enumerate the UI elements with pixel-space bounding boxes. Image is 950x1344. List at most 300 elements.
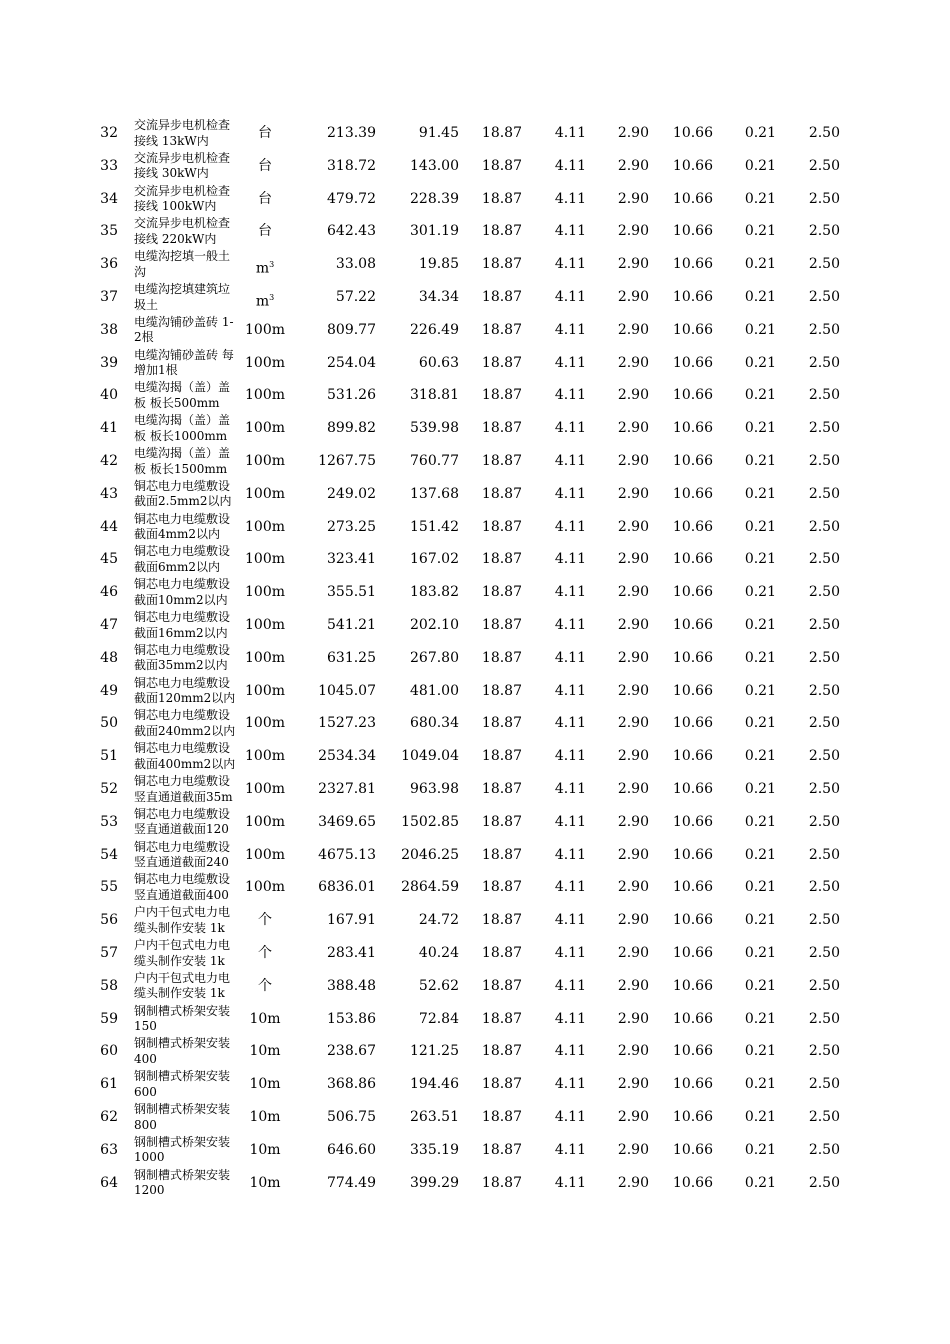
unit-text: 100m [245, 387, 285, 404]
value-cell: 4.11 [554, 682, 586, 699]
value-cell: 0.21 [744, 453, 776, 469]
value-cell: 0.21 [744, 649, 776, 666]
value-cell: 399.29 [410, 1174, 459, 1191]
item-name: 交流异步电机检查接线 100kW内 [134, 183, 231, 214]
row-number: 51 [100, 748, 118, 765]
value-cell: 4.11 [554, 1174, 586, 1191]
value-cell: 10.66 [672, 813, 713, 830]
value-cell: 18.87 [481, 289, 522, 305]
value-cell: 4.11 [554, 748, 586, 765]
value-cell: 10.66 [672, 977, 713, 994]
value-cell: 2.50 [808, 485, 840, 502]
value-cell: 18.87 [481, 1010, 522, 1027]
table-row [0, 1134, 950, 1167]
row-number: 35 [100, 223, 118, 240]
row-number: 42 [100, 453, 118, 469]
value-cell: 18.87 [481, 781, 522, 797]
value-cell: 213.39 [327, 125, 376, 141]
value-cell: 4.11 [554, 453, 586, 469]
table-row [0, 609, 950, 642]
value-cell: 10.66 [672, 912, 713, 929]
value-cell: 267.80 [410, 649, 459, 666]
row-number: 40 [100, 387, 118, 404]
value-cell: 2.50 [808, 289, 840, 305]
row-number: 34 [100, 190, 118, 207]
value-cell: 4.11 [554, 1010, 586, 1027]
unit-cell [243, 478, 287, 511]
value-cell: 0.21 [744, 715, 776, 732]
value-cell: 2.90 [617, 1109, 649, 1125]
value-cell: 2.90 [617, 387, 649, 404]
value-cell: 4.11 [554, 617, 586, 633]
value-cell: 72.84 [418, 1010, 459, 1027]
value-cell: 18.87 [481, 321, 522, 338]
value-cell: 18.87 [481, 584, 522, 601]
value-cell: 4.11 [554, 1109, 586, 1125]
value-cell: 33.08 [335, 256, 376, 273]
unit-cell [243, 511, 287, 544]
value-cell: 18.87 [481, 157, 522, 174]
table-row [0, 183, 950, 216]
table-row [0, 576, 950, 609]
value-cell: 2.90 [617, 1141, 649, 1158]
unit-text: 100m [245, 682, 285, 699]
value-cell: 2.50 [808, 879, 840, 896]
table-row [0, 478, 950, 511]
value-cell: 2.90 [617, 125, 649, 141]
value-cell: 4.11 [554, 879, 586, 896]
value-cell: 10.66 [672, 584, 713, 601]
unit-text: 10m [249, 1141, 281, 1158]
table-row [0, 1003, 950, 1036]
unit-superscript: 3 [269, 260, 275, 270]
item-name: 电缆沟挖填一般土沟 [134, 249, 231, 279]
value-cell: 18.87 [481, 1043, 522, 1060]
value-cell: 2.90 [617, 584, 649, 601]
value-cell: 2.50 [808, 977, 840, 994]
value-cell: 1045.07 [318, 682, 376, 699]
value-cell: 10.66 [672, 354, 713, 371]
unit-cell [243, 1134, 287, 1167]
value-cell: 4.11 [554, 321, 586, 338]
value-cell: 263.51 [410, 1109, 459, 1125]
item-name: 交流异步电机检查接线 30kW内 [134, 150, 231, 181]
unit-text: 100m [245, 715, 285, 732]
value-cell: 0.21 [744, 1076, 776, 1093]
value-cell: 57.22 [335, 289, 376, 305]
value-cell: 2.50 [808, 584, 840, 601]
item-name: 铜芯电力电缆敷设 竖直通道截面120 [134, 806, 231, 837]
value-cell: 646.60 [327, 1141, 376, 1158]
value-cell: 10.66 [672, 1141, 713, 1158]
unit-cell [243, 543, 287, 576]
value-cell: 18.87 [481, 617, 522, 633]
value-cell: 323.41 [327, 551, 376, 568]
table-row [0, 937, 950, 970]
unit-cell [243, 642, 287, 675]
value-cell: 4.11 [554, 945, 586, 961]
unit-cell [243, 675, 287, 708]
value-cell: 4675.13 [318, 846, 376, 863]
unit-cell [243, 314, 287, 347]
value-cell: 2.50 [808, 420, 840, 437]
value-cell: 1527.23 [318, 715, 376, 732]
value-cell: 6836.01 [318, 879, 376, 896]
table-row [0, 806, 950, 839]
value-cell: 2.50 [808, 453, 840, 469]
row-number: 63 [100, 1141, 118, 1158]
value-cell: 2.90 [617, 813, 649, 830]
value-cell: 335.19 [410, 1141, 459, 1158]
value-cell: 0.21 [744, 518, 776, 535]
item-name: 铜芯电力电缆敷设 截面6mm2以内 [134, 544, 231, 574]
row-number: 62 [100, 1109, 118, 1125]
value-cell: 4.11 [554, 289, 586, 305]
value-cell: 18.87 [481, 387, 522, 404]
table-row [0, 248, 950, 281]
value-cell: 0.21 [744, 256, 776, 273]
value-cell: 2.90 [617, 617, 649, 633]
item-name: 钢制槽式桥架安装 150 [134, 1003, 231, 1034]
value-cell: 0.21 [744, 125, 776, 141]
value-cell: 531.26 [327, 387, 376, 404]
value-cell: 388.48 [327, 977, 376, 994]
item-name: 钢制槽式桥架安装 1200 [134, 1167, 231, 1198]
value-cell: 10.66 [672, 125, 713, 141]
value-cell: 4.11 [554, 649, 586, 666]
value-cell: 0.21 [744, 551, 776, 568]
value-cell: 18.87 [481, 977, 522, 994]
value-cell: 153.86 [327, 1010, 376, 1027]
value-cell: 2.50 [808, 190, 840, 207]
unit-cell [243, 215, 287, 248]
row-number: 59 [100, 1010, 118, 1027]
value-cell: 2.90 [617, 1043, 649, 1060]
unit-cell [243, 740, 287, 773]
value-cell: 2.90 [617, 453, 649, 469]
unit-cell [243, 1101, 287, 1134]
value-cell: 10.66 [672, 321, 713, 338]
value-cell: 10.66 [672, 1174, 713, 1191]
value-cell: 774.49 [327, 1174, 376, 1191]
value-cell: 2.50 [808, 682, 840, 699]
value-cell: 899.82 [327, 420, 376, 437]
value-cell: 2534.34 [318, 748, 376, 765]
item-name: 交流异步电机检查接线 13kW内 [134, 118, 231, 148]
unit-superscript: 3 [269, 293, 275, 302]
value-cell: 18.87 [481, 682, 522, 699]
value-cell: 249.02 [327, 485, 376, 502]
value-cell: 18.87 [481, 748, 522, 765]
item-name: 铜芯电力电缆敷设 截面240mm2以内 [134, 708, 236, 738]
value-cell: 4.11 [554, 485, 586, 502]
value-cell: 2.90 [617, 190, 649, 207]
unit-cell [243, 904, 287, 937]
value-cell: 10.66 [672, 846, 713, 863]
item-name: 户内干包式电力电缆头制作安装 1k [134, 970, 231, 1001]
value-cell: 18.87 [481, 420, 522, 437]
value-cell: 2.50 [808, 1174, 840, 1191]
value-cell: 2864.59 [401, 879, 459, 896]
value-cell: 273.25 [327, 518, 376, 535]
row-number: 44 [100, 518, 118, 535]
value-cell: 194.46 [410, 1076, 459, 1093]
value-cell: 631.25 [327, 649, 376, 666]
value-cell: 2.50 [808, 1076, 840, 1093]
table-row [0, 904, 950, 937]
value-cell: 2.50 [808, 1141, 840, 1158]
value-cell: 0.21 [744, 1109, 776, 1125]
table-row [0, 1101, 950, 1134]
item-name: 钢制槽式桥架安装 1000 [134, 1134, 231, 1165]
unit-text: 100m [245, 879, 285, 896]
unit-text: 10m [249, 1010, 281, 1027]
value-cell: 18.87 [481, 190, 522, 207]
value-cell: 18.87 [481, 518, 522, 535]
value-cell: 2.50 [808, 1109, 840, 1125]
value-cell: 10.66 [672, 190, 713, 207]
table-row [0, 150, 950, 183]
table-row [0, 412, 950, 445]
value-cell: 10.66 [672, 682, 713, 699]
unit-text: 100m [245, 617, 285, 633]
row-number: 57 [100, 945, 118, 961]
value-cell: 10.66 [672, 256, 713, 273]
table-row [0, 281, 950, 314]
value-cell: 18.87 [481, 485, 522, 502]
value-cell: 10.66 [672, 289, 713, 305]
table-row [0, 675, 950, 708]
value-cell: 143.00 [410, 157, 459, 174]
unit-text: 台 [258, 223, 272, 240]
value-cell: 4.11 [554, 1076, 586, 1093]
unit-text: 100m [245, 321, 285, 338]
item-name: 铜芯电力电缆敷设 截面16mm2以内 [134, 610, 231, 640]
value-cell: 18.87 [481, 649, 522, 666]
value-cell: 2.90 [617, 912, 649, 929]
value-cell: 2.90 [617, 354, 649, 371]
table-row [0, 839, 950, 872]
item-name: 电缆沟铺砂盖砖 1-2根 [134, 314, 234, 345]
value-cell: 4.11 [554, 551, 586, 568]
unit-cell [243, 183, 287, 216]
value-cell: 2046.25 [401, 846, 459, 863]
unit-text: 100m [245, 453, 285, 469]
value-cell: 506.75 [327, 1109, 376, 1125]
row-number: 60 [100, 1043, 118, 1060]
value-cell: 202.10 [410, 617, 459, 633]
value-cell: 4.11 [554, 125, 586, 141]
value-cell: 2.50 [808, 846, 840, 863]
value-cell: 0.21 [744, 846, 776, 863]
row-number: 61 [100, 1076, 118, 1093]
value-cell: 4.11 [554, 420, 586, 437]
value-cell: 4.11 [554, 223, 586, 240]
table-row [0, 1035, 950, 1068]
value-cell: 10.66 [672, 223, 713, 240]
item-name: 电缆沟铺砂盖砖 每增加1根 [134, 347, 234, 378]
unit-cell [243, 445, 287, 478]
value-cell: 10.66 [672, 945, 713, 961]
value-cell: 0.21 [744, 1141, 776, 1158]
table-row [0, 970, 950, 1003]
value-cell: 2.90 [617, 1076, 649, 1093]
value-cell: 10.66 [672, 453, 713, 469]
value-cell: 4.11 [554, 1141, 586, 1158]
row-number: 38 [100, 321, 118, 338]
unit-text: 10m [249, 1043, 281, 1060]
unit-text: 100m [245, 781, 285, 797]
row-number: 47 [100, 617, 118, 633]
value-cell: 4.11 [554, 584, 586, 601]
value-cell: 10.66 [672, 879, 713, 896]
value-cell: 4.11 [554, 1043, 586, 1060]
row-number: 32 [100, 125, 118, 141]
value-cell: 18.87 [481, 354, 522, 371]
value-cell: 183.82 [410, 584, 459, 601]
value-cell: 151.42 [410, 518, 459, 535]
value-cell: 10.66 [672, 1076, 713, 1093]
item-name: 铜芯电力电缆敷设 截面10mm2以内 [134, 577, 231, 607]
value-cell: 2.50 [808, 321, 840, 338]
row-number: 36 [100, 256, 118, 273]
item-name: 铜芯电力电缆敷设 截面2.5mm2以内 [134, 478, 232, 509]
unit-cell [243, 609, 287, 642]
item-name: 铜芯电力电缆敷设 竖直通道截面400 [134, 872, 231, 902]
unit-cell [243, 707, 287, 740]
item-name: 铜芯电力电缆敷设 竖直通道截面35m [134, 774, 233, 804]
unit-cell [243, 937, 287, 970]
value-cell: 2.90 [617, 649, 649, 666]
value-cell: 4.11 [554, 518, 586, 535]
value-cell: 228.39 [410, 190, 459, 207]
row-number: 52 [100, 781, 118, 797]
item-name: 铜芯电力电缆敷设 截面400mm2以内 [134, 741, 236, 771]
table-row [0, 1167, 950, 1200]
value-cell: 10.66 [672, 715, 713, 732]
item-name: 电缆沟揭（盖）盖板 板长500mm [134, 380, 231, 410]
unit-cell [243, 379, 287, 412]
row-number: 53 [100, 813, 118, 830]
unit-cell [243, 576, 287, 609]
value-cell: 137.68 [410, 485, 459, 502]
value-cell: 4.11 [554, 157, 586, 174]
value-cell: 963.98 [410, 781, 459, 797]
item-name: 户内干包式电力电缆头制作安装 1k [134, 938, 231, 968]
value-cell: 2.90 [617, 1174, 649, 1191]
unit-cell [243, 806, 287, 839]
value-cell: 2.90 [617, 420, 649, 437]
table-row [0, 347, 950, 380]
unit-cell [243, 347, 287, 380]
value-cell: 10.66 [672, 551, 713, 568]
unit-text: 100m [245, 748, 285, 765]
item-name: 钢制槽式桥架安装 600 [134, 1069, 231, 1099]
value-cell: 10.66 [672, 781, 713, 797]
value-cell: 52.62 [418, 977, 459, 994]
value-cell: 301.19 [410, 223, 459, 240]
unit-cell [243, 871, 287, 904]
value-cell: 0.21 [744, 879, 776, 896]
value-cell: 2.90 [617, 682, 649, 699]
value-cell: 481.00 [410, 682, 459, 699]
value-cell: 18.87 [481, 1109, 522, 1125]
value-cell: 0.21 [744, 157, 776, 174]
value-cell: 318.72 [327, 157, 376, 174]
value-cell: 0.21 [744, 354, 776, 371]
unit-text: 台 [258, 190, 272, 207]
row-number: 33 [100, 157, 118, 174]
unit-text: 100m [245, 584, 285, 601]
value-cell: 10.66 [672, 1010, 713, 1027]
value-cell: 2.90 [617, 256, 649, 273]
value-cell: 2.90 [617, 1010, 649, 1027]
unit-cell [243, 839, 287, 872]
row-number: 54 [100, 846, 118, 863]
value-cell: 355.51 [327, 584, 376, 601]
value-cell: 4.11 [554, 354, 586, 371]
unit-text: m [255, 260, 270, 277]
value-cell: 10.66 [672, 1043, 713, 1060]
table-row [0, 511, 950, 544]
item-name: 铜芯电力电缆敷设 截面4mm2以内 [134, 511, 231, 542]
value-cell: 24.72 [418, 912, 459, 929]
table-row [0, 1068, 950, 1101]
value-cell: 254.04 [327, 354, 376, 371]
value-cell: 0.21 [744, 387, 776, 404]
value-cell: 60.63 [418, 354, 459, 371]
value-cell: 2.90 [617, 518, 649, 535]
value-cell: 2.50 [808, 1043, 840, 1060]
row-number: 46 [100, 584, 118, 601]
value-cell: 0.21 [744, 617, 776, 633]
value-cell: 368.86 [327, 1076, 376, 1093]
value-cell: 2.90 [617, 846, 649, 863]
row-number: 50 [100, 715, 118, 732]
table-row [0, 773, 950, 806]
unit-cell [243, 412, 287, 445]
value-cell: 2.50 [808, 617, 840, 633]
unit-text: 100m [245, 846, 285, 863]
value-cell: 0.21 [744, 1043, 776, 1060]
value-cell: 10.66 [672, 420, 713, 437]
unit-text: 10m [249, 1109, 281, 1125]
unit-cell [243, 773, 287, 806]
unit-text: 台 [258, 157, 272, 174]
row-number: 41 [100, 420, 118, 437]
value-cell: 0.21 [744, 485, 776, 502]
value-cell: 18.87 [481, 1141, 522, 1158]
value-cell: 2.50 [808, 781, 840, 797]
value-cell: 0.21 [744, 748, 776, 765]
value-cell: 0.21 [744, 584, 776, 601]
value-cell: 18.87 [481, 453, 522, 469]
value-cell: 2.50 [808, 223, 840, 240]
item-name: 钢制槽式桥架安装 400 [134, 1036, 231, 1066]
value-cell: 18.87 [481, 125, 522, 141]
unit-text: 10m [249, 1076, 281, 1093]
value-cell: 10.66 [672, 518, 713, 535]
item-name: 电缆沟揭（盖）盖板 板长1500mm [134, 446, 231, 476]
value-cell: 2.50 [808, 813, 840, 830]
unit-text: 100m [245, 485, 285, 502]
row-number: 49 [100, 682, 118, 699]
value-cell: 4.11 [554, 813, 586, 830]
unit-cell [243, 281, 287, 314]
value-cell: 167.02 [410, 551, 459, 568]
unit-text: 100m [245, 354, 285, 371]
value-cell: 18.87 [481, 879, 522, 896]
